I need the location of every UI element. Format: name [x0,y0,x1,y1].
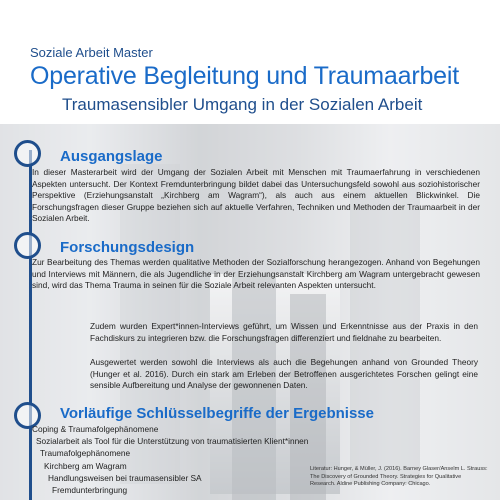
list-item: Traumafolgephänomene [40,448,131,459]
program-label: Soziale Arbeit Master [30,45,153,60]
list-item: Coping & Traumafolgephänomene [32,424,159,434]
references: Literatur: Hunger, & Müller, J. (2016). Barney Glaser/Anselm L. Strauss: The Discovery of Grounded Theory. Strategies for Qualitative Research. Aldine Publishing Company: Chicago. [310,466,488,487]
section-paragraph: Zudem wurden Expert*innen-Interviews geführt, um Wissen und Erkenntnisse aus der Praxis in den Fachdiskurs zu integrieren bzw. die Forschungsfragen differenziert und fieldnahe zu bearbeiten. [90,321,478,343]
timeline-node [14,232,41,259]
poster-subtitle: Traumasensibler Umgang in der Sozialen Arbeit [62,95,423,114]
timeline-node [14,140,41,167]
list-item: Kirchberg am Wagram [44,460,127,471]
list-item: Sozialarbeit als Tool für die Unterstützung von traumatisierten Klient*innen [36,436,309,447]
header [0,0,500,124]
section-heading: Vorläufige Schlüsselbegriffe der Ergebnisse [60,405,374,422]
list-item: Fremdunterbringung [52,485,128,496]
section-paragraph: Ausgewertet werden sowohl die Interviews als auch die Begehungen anhand von Grounded Theory (Hunger et al. 2016). Durch ein stark am Erleben der Betroffenen ausgerichtetes Forschen gelingt eine sensible Aufbereitung und Analyse der gewonnenen Daten. [90,357,478,390]
section-paragraph: Zur Bearbeitung des Themas werden qualitative Methoden der Sozialforschung herangezogen. Anhand von Begehungen und Interviews mit Männern, die als Jugendliche in der Erziehungsanstalt Kirchberg am Wagram untergebracht gewesen sind, wird das Thema Trauma in seinen für die Soziale Arbeit relevanten Aspekten untersucht. [32,257,480,290]
section-heading: Ausgangslage [60,148,163,165]
section-heading: Forschungsdesign [60,239,195,256]
results-keyword-list [32,423,308,496]
poster-title: Operative Begleitung und Traumaarbeit [30,62,459,90]
list-item: Handlungsweisen bei traumasensibler SA [48,472,202,483]
section-paragraph: In dieser Masterarbeit wird der Umgang der Sozialen Arbeit mit Menschen mit Traumaerfahrung in verschiedenen Aspekten untersucht. Der Kontext Fremdunterbringung bildet dabei das Untersuchungsfeld sowohl aus soziohistorischer Perspektive (Erziehungsanstalt „Kirchberg am Wagram“), als auch aus einem aktuellen Blickwinkel. Die Forschungsfragen dieser Gruppe beziehen sich auf aktuelle Verfahren, Techniken und Methoden der Traumaarbeit in der Sozialen Arbeit. [32,167,480,223]
